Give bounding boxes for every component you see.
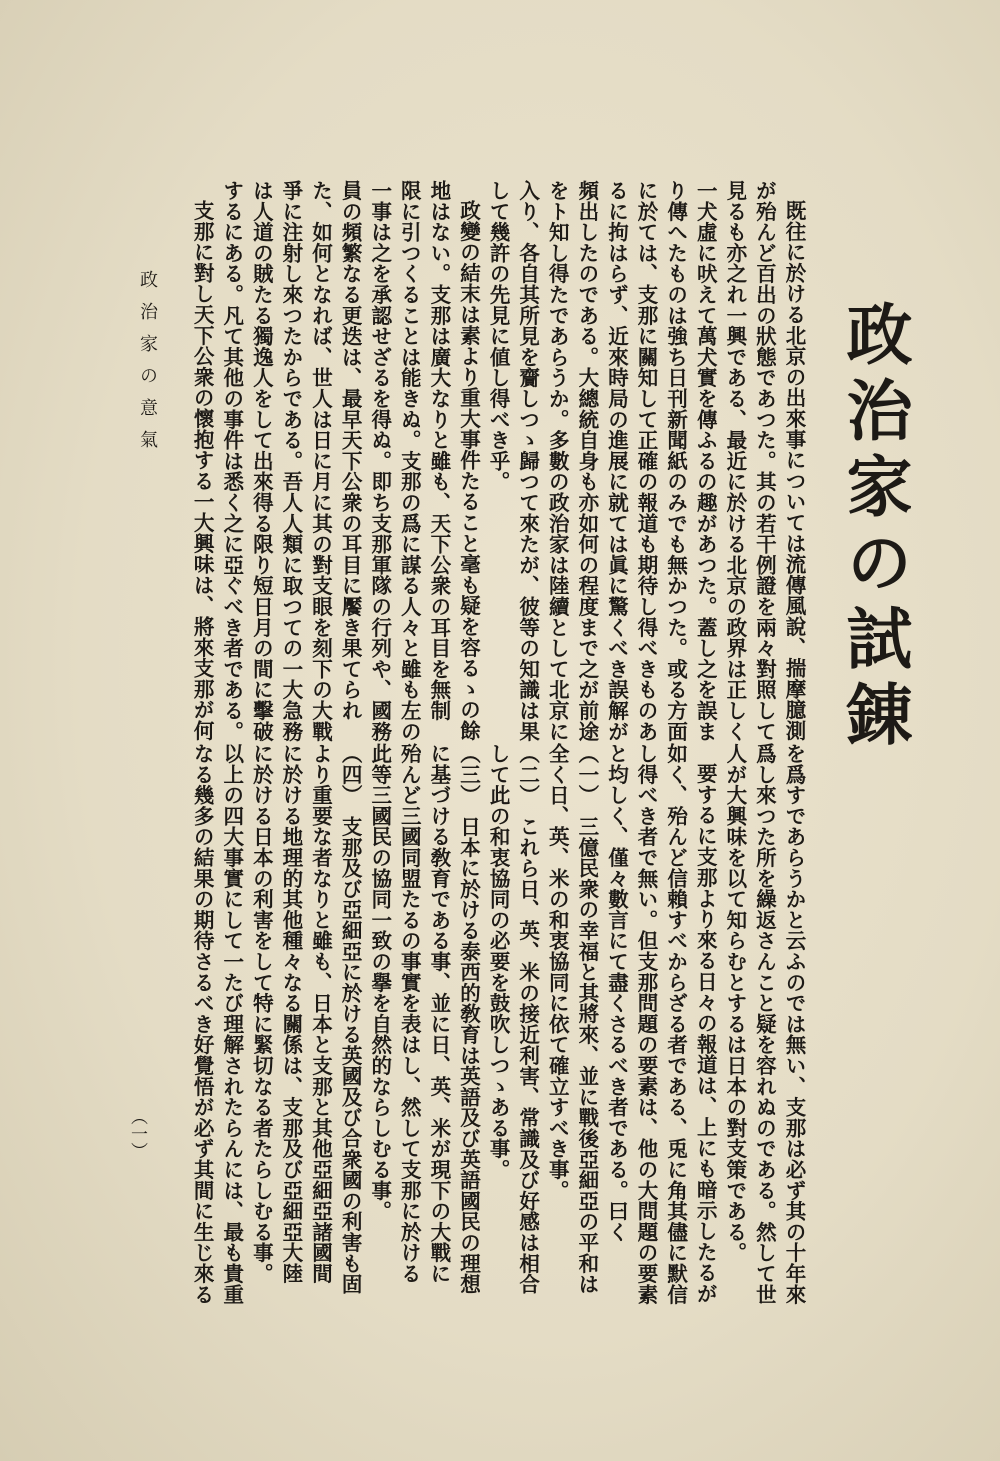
upper-text-block	[190, 180, 808, 742]
text-column: た、如何となれば、世人は日に月に其の對支眼を刻下の大戰	[308, 180, 333, 742]
text-column: 見るも亦之れ一興である、最近に於ける北京の政界は正しく	[722, 180, 747, 742]
text-column: 既往に於ける北京の出來事については流傳風說、揣摩臆測	[782, 200, 806, 741]
list-item: （三） 日本に於ける泰西的敎育は英語及び英語國民の理想	[456, 743, 481, 1295]
text-column: るに拘はらず、近來時局の進展に就ては眞に驚くべき誤解が	[604, 180, 629, 742]
article-title: 政治家の試錬	[835, 300, 913, 756]
page-number: （一）	[127, 1108, 147, 1159]
text-column: が殆んど百出の狀態であつた。其の若干例證を兩々對照して	[752, 180, 777, 742]
text-column: り傳へたものは強ち日刊新聞紙のみでも無かつた。或る方面	[663, 180, 688, 742]
text-column: 支那に對し天下公衆の懷抱する一大興味は、將來支那が何	[190, 200, 215, 741]
text-column: するにある。凡て其他の事件は悉く之に亞ぐべき者である。	[219, 180, 244, 742]
text-column: を爲すであらうかと云ふのでは無い、支那は必ず其の十年來	[782, 743, 806, 1305]
text-column: して幾許の先見に値し得べき乎。	[486, 180, 511, 492]
text-column: して此の和衷協同の必要を鼓吹しつゝある事。	[486, 743, 511, 1180]
text-column: 如く、殆んど信賴すべからざる者である、兎に角其儘に默信	[663, 743, 688, 1305]
text-column: 以上の四大事實にして一たび理解されたらんには、最も貴重	[219, 743, 244, 1305]
text-column: は人道の賊たる獨逸人をして出來得る限り短日月の間に擊破	[249, 180, 274, 742]
text-column: 全く日、英、米の和衷協同に依て確立すべき事。	[545, 743, 570, 1201]
text-column: に於ては、支那に關知して正確の報道も期待し得べきものあ	[634, 180, 659, 742]
text-column: をト知し得たであらうか。多數の政治家は陸續として北京に	[545, 180, 570, 742]
text-column: に基づける敎育である事、並に日、英、米が現下の大戰に	[426, 743, 451, 1284]
text-column: 員の頻繁なる更迭は、最早天下公衆の耳目に饜き果てられ	[338, 180, 363, 721]
text-column: に於ける地理的其他種々なる關係は、支那及び亞細亞大陸	[278, 743, 303, 1284]
text-column: 爭に注射し來つたからである。吾人人類に取つての一大急務	[278, 180, 303, 742]
text-column: 爲し來つた所を繰返さんこと疑を容れぬのである。然して世	[752, 743, 777, 1305]
text-column: 要するに支那より來る日々の報道は、上にも暗示したるが	[693, 763, 718, 1304]
text-column: 殆んど三國同盟たるの事實を表はし、然して支那に於ける	[397, 743, 422, 1284]
text-column: 地はない。支那は廣大なりと雖も、天下公衆の耳目を無制	[426, 180, 451, 721]
list-item: （四） 支那及び亞細亞に於ける英國及び合衆國の利害も固	[338, 743, 363, 1295]
running-head: 政治家の意氣	[137, 270, 158, 462]
text-column: し得べき者で無い。但支那問題の要素は、他の大問題の要素	[634, 743, 659, 1305]
text-column: 一事は之を承認せざるを得ぬ。即ち支那軍隊の行列や、國務	[367, 180, 392, 742]
text-column: より重要な者なりと雖も、日本と支那と其他亞細亞諸國間	[308, 743, 333, 1284]
list-item: （二） これら日、英、米の接近利害、常識及び好感は相合	[515, 743, 540, 1295]
text-column: に於ける日本の利害をして特に緊切なる者たらしむる事。	[249, 743, 274, 1284]
text-column: 一犬虛に吠えて萬犬實を傳ふるの趣があつた。蓋し之を誤ま	[693, 180, 718, 742]
list-item: （一） 三億民衆の幸福と其將來、並に戰後亞細亞の平和は	[574, 743, 599, 1295]
text-column: 政變の結末は素より重大事件たること毫も疑を容るゝの餘	[456, 200, 481, 741]
text-column: 限に引つくることは能きぬ。支那の爲に謀る人々と雖も左の	[397, 180, 422, 742]
text-column: 此等三國民の協同一致の擧を自然的ならしむる事。	[367, 743, 392, 1222]
text-column: 入り、各自其所見を齎しつゝ歸つて來たが、彼等の知識は果	[515, 180, 540, 742]
lower-text-block	[164, 743, 808, 1323]
text-column: 頻出したのである。大總統自身も亦如何の程度まで之が前途	[574, 180, 599, 742]
text-column: 人が大興味を以て知らむとするは日本の對支策である。	[722, 743, 747, 1263]
text-column: と均しく、僅々數言にて盡くさるべき者である。曰く	[604, 743, 629, 1243]
text-column: なる幾多の結果の期待さるべき好覺悟が必ず其間に生じ來る	[190, 743, 215, 1305]
